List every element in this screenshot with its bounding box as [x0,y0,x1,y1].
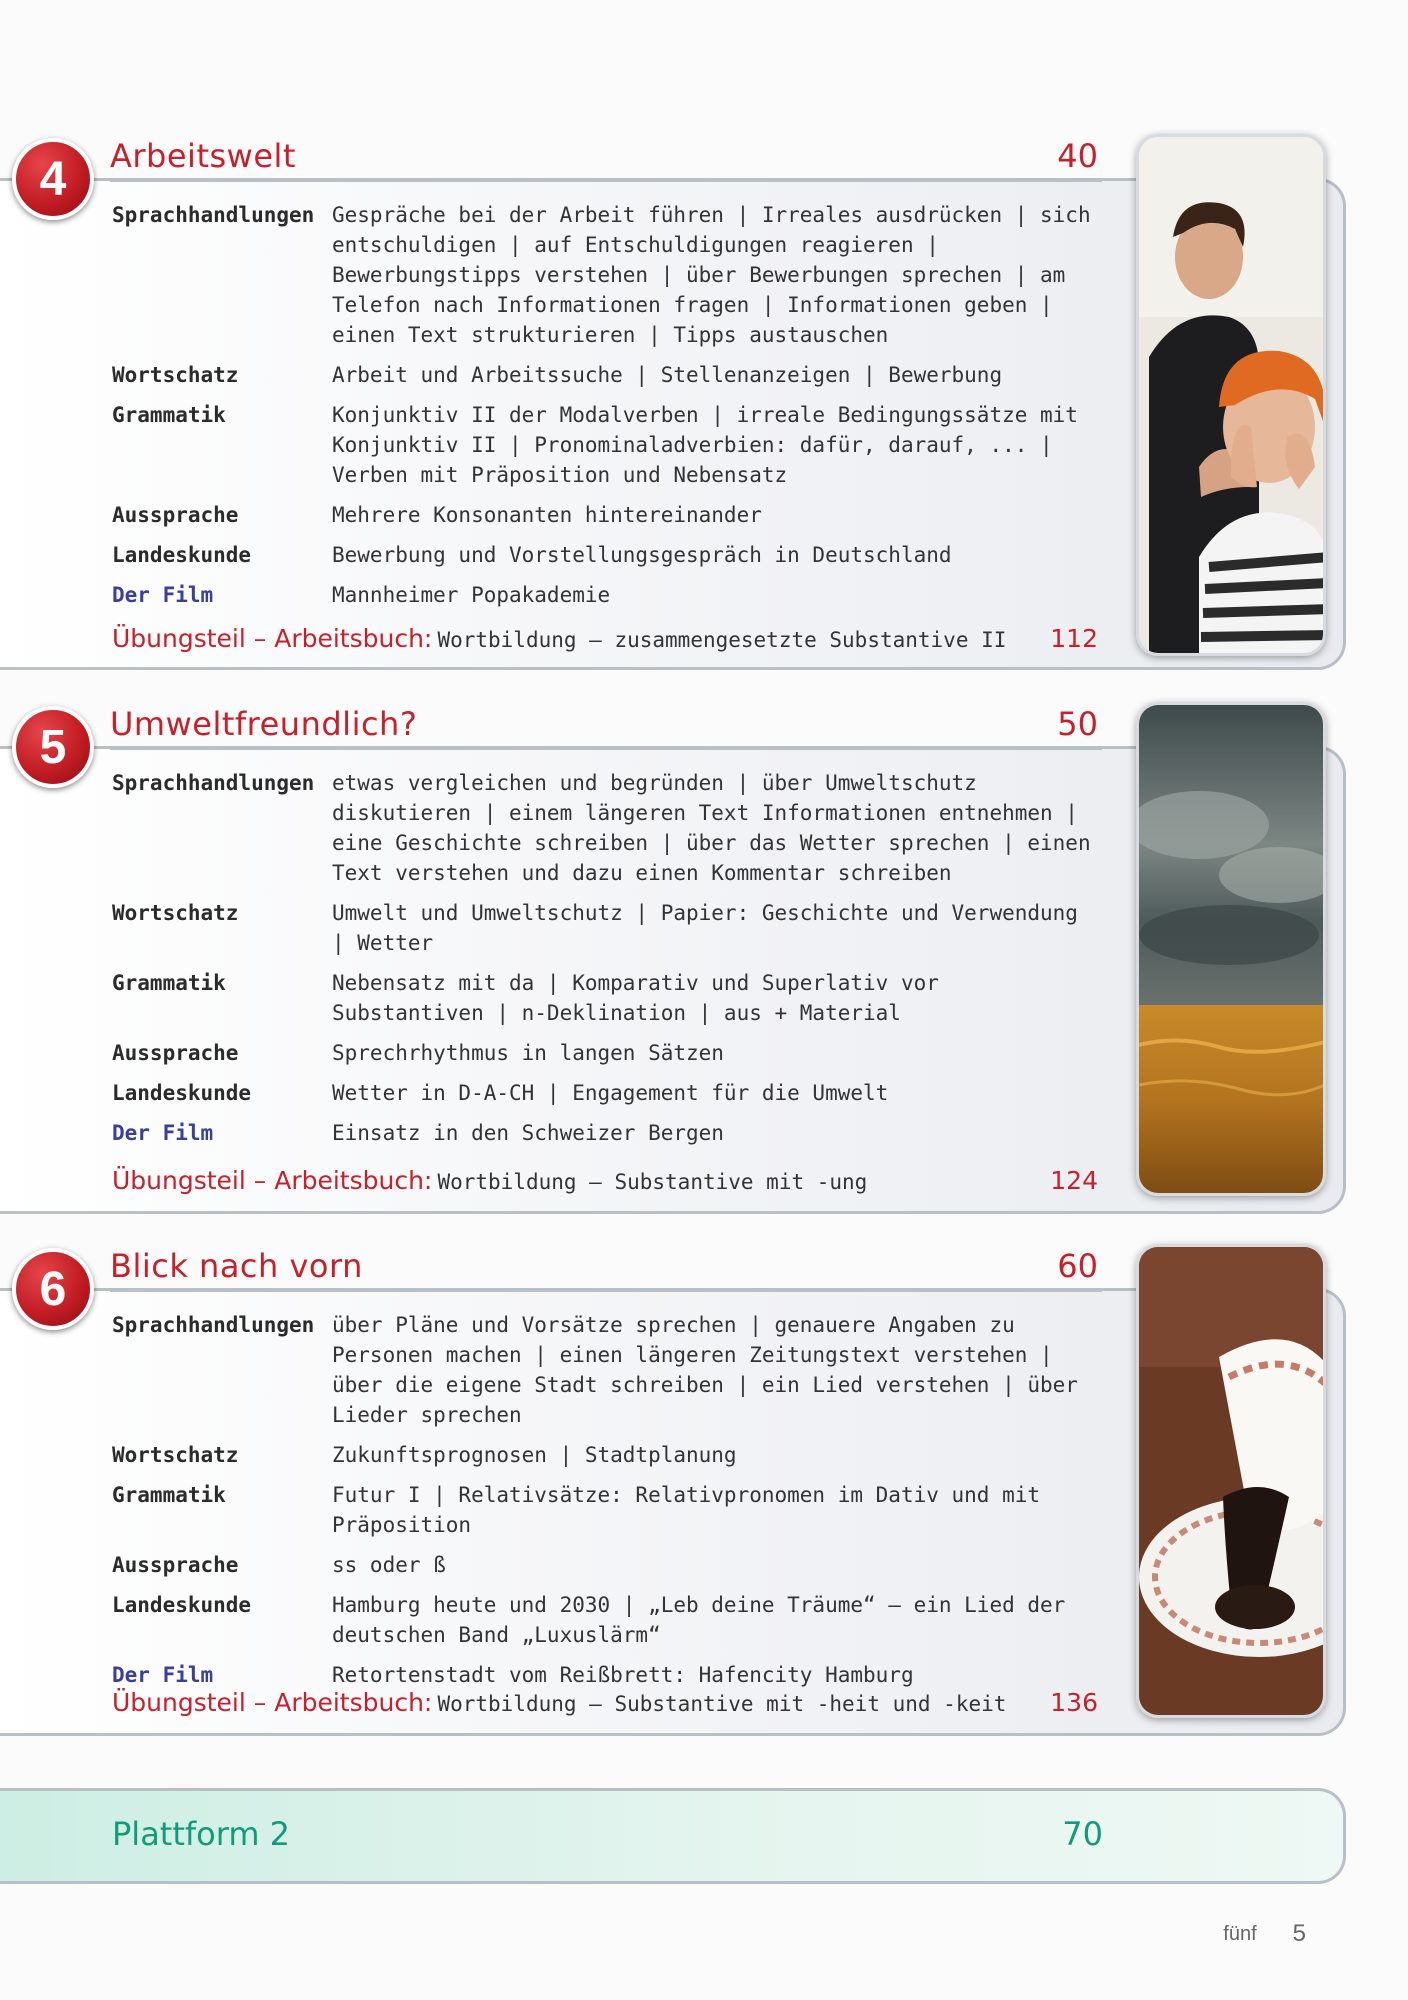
row-grammatik [112,400,1102,490]
uebungsteil-page[interactable]: 124 [1050,1166,1098,1195]
row-label: Wortschatz [112,901,239,925]
row-value: Nebensatz mit da | Komparativ und Superlativ vor Substantiven | n-Deklination | aus + Material [332,971,939,1025]
chapter-title[interactable]: Umweltfreundlich? [110,704,418,743]
uebungsteil-page[interactable]: 112 [1050,624,1098,653]
row-wortschatz [112,360,1102,390]
row-label: Landeskunde [112,1593,252,1617]
row-value: Konjunktiv II der Modalverben | irreale Bedingungssätze mit Konjunktiv II | Pronominaladverbien: dafür, darauf, ... | Verben mit Präposition und Nebensatz [332,403,1078,487]
uebungsteil-label: Übungsteil – Arbeitsbuch: [112,624,433,653]
row-sprachhandlungen [112,200,1102,350]
row-der-film [112,580,1102,610]
row-value: Bewerbung und Vorstellungsgespräch in Deutschland [332,543,952,567]
row-grammatik [112,968,1102,1028]
chapter-page-number[interactable]: 50 [1057,704,1098,743]
row-label: Landeskunde [112,1081,252,1105]
row-value: Sprechrhythmus in langen Sätzen [332,1041,724,1065]
row-label: Wortschatz [112,363,239,387]
row-landeskunde [112,540,1102,570]
row-der-film [112,1118,1102,1148]
chapter-title[interactable]: Arbeitswelt [110,136,296,175]
row-label-film: Der Film [112,1663,214,1687]
row-label-film: Der Film [112,1121,214,1145]
row-der-film [112,1660,1102,1690]
row-label: Grammatik [112,1483,226,1507]
row-value: ss oder ß [332,1553,446,1577]
footer-page-word: fünf [1223,1923,1257,1945]
row-value: etwas vergleichen und begründen | über Umweltschutz diskutieren | einem längeren Text Informationen entnehmen | eine Geschichte schreiben | über das Wetter sprechen | einen Text verstehen und dazu einen Kommentar schreiben [332,771,1091,885]
row-wortschatz [112,898,1102,958]
uebungsteil-row [112,1688,1102,1717]
row-label: Sprachhandlungen [112,203,315,227]
chapter-page-number[interactable]: 60 [1057,1246,1098,1285]
chapter-rows [112,1310,1102,1700]
chapter-6 [0,1242,1408,1742]
chapter-5 [0,700,1408,1220]
uebungsteil-page[interactable]: 136 [1050,1688,1098,1717]
platform-page-number[interactable]: 70 [1062,1815,1103,1853]
row-value: Gespräche bei der Arbeit führen | Irreales ausdrücken | sich entschuldigen | auf Entschuldigungen reagieren | Bewerbungstipps verstehen | über Bewerbungen sprechen | am Telefon nach Informationen fragen | Informationen geben | einen Text strukturieren | Tipps austauschen [332,203,1091,347]
row-sprachhandlungen [112,1310,1102,1430]
uebungsteil-row [112,1166,1102,1195]
row-sprachhandlungen [112,768,1102,888]
row-value: Futur I | Relativsätze: Relativpronomen im Dativ und mit Präposition [332,1483,1041,1537]
row-wortschatz [112,1440,1102,1470]
row-label: Sprachhandlungen [112,1313,315,1337]
row-label: Wortschatz [112,1443,239,1467]
storm-wheatfield-photo [1136,702,1326,1196]
row-value: Retortenstadt vom Reißbrett: Hafencity Hamburg [332,1663,914,1687]
uebungsteil-text: Wortbildung – Substantive mit -ung [437,1170,868,1194]
row-label: Aussprache [112,1553,239,1577]
row-value: Umwelt und Umweltschutz | Papier: Geschichte und Verwendung | Wetter [332,901,1078,955]
row-label: Grammatik [112,971,226,995]
row-label: Landeskunde [112,543,252,567]
footer-page-number: 5 [1292,1920,1306,1947]
chapter-number-badge: 4 [12,138,94,220]
row-value: über Pläne und Vorsätze sprechen | genauere Angaben zu Personen machen | einen längeren Zeitungstext verstehen | über die eigene Stadt schreiben | ein Lied verstehen | über Lieder sprechen [332,1313,1078,1427]
row-aussprache [112,1550,1102,1580]
row-label: Aussprache [112,503,239,527]
row-label: Aussprache [112,1041,239,1065]
row-landeskunde [112,1590,1102,1650]
platform-panel [0,1788,1346,1884]
row-grammatik [112,1480,1102,1540]
platform-title[interactable]: Plattform 2 [112,1815,291,1853]
uebungsteil-label: Übungsteil – Arbeitsbuch: [112,1166,433,1195]
chapter-rows [112,200,1102,620]
row-value: Zukunftsprognosen | Stadtplanung [332,1443,737,1467]
coffee-cup-photo [1136,1244,1326,1718]
row-value: Mehrere Konsonanten hintereinander [332,503,762,527]
chapter-page-number[interactable]: 40 [1057,136,1098,175]
row-aussprache [112,500,1102,530]
row-label: Sprachhandlungen [112,771,315,795]
chapter-title[interactable]: Blick nach vorn [110,1246,363,1285]
uebungsteil-text: Wortbildung – Substantive mit -heit und -keit [437,1692,1007,1716]
chapter-number-badge: 5 [12,706,94,788]
row-label: Grammatik [112,403,226,427]
uebungsteil-text: Wortbildung – zusammengesetzte Substantive II [437,628,1007,652]
row-label-film: Der Film [112,583,214,607]
row-landeskunde [112,1078,1102,1108]
chapter-rows [112,768,1102,1158]
row-value: Hamburg heute und 2030 | „Leb deine Träume“ – ein Lied der deutschen Band „Luxuslärm“ [332,1593,1066,1647]
row-value: Mannheimer Popakademie [332,583,611,607]
chapter-title-row [110,1242,1102,1292]
row-value: Arbeit und Arbeitssuche | Stellenanzeigen | Bewerbung [332,363,1003,387]
row-value: Wetter in D-A-CH | Engagement für die Umwelt [332,1081,889,1105]
chapter-title-row [110,700,1102,750]
row-aussprache [112,1038,1102,1068]
uebungsteil-row [112,624,1102,653]
chapter-4 [0,132,1408,680]
page-footer [1223,1920,1306,1948]
hairdresser-photo [1136,134,1326,656]
uebungsteil-label: Übungsteil – Arbeitsbuch: [112,1688,433,1717]
chapter-number-badge: 6 [12,1248,94,1330]
chapter-title-row [110,132,1102,182]
row-value: Einsatz in den Schweizer Bergen [332,1121,724,1145]
